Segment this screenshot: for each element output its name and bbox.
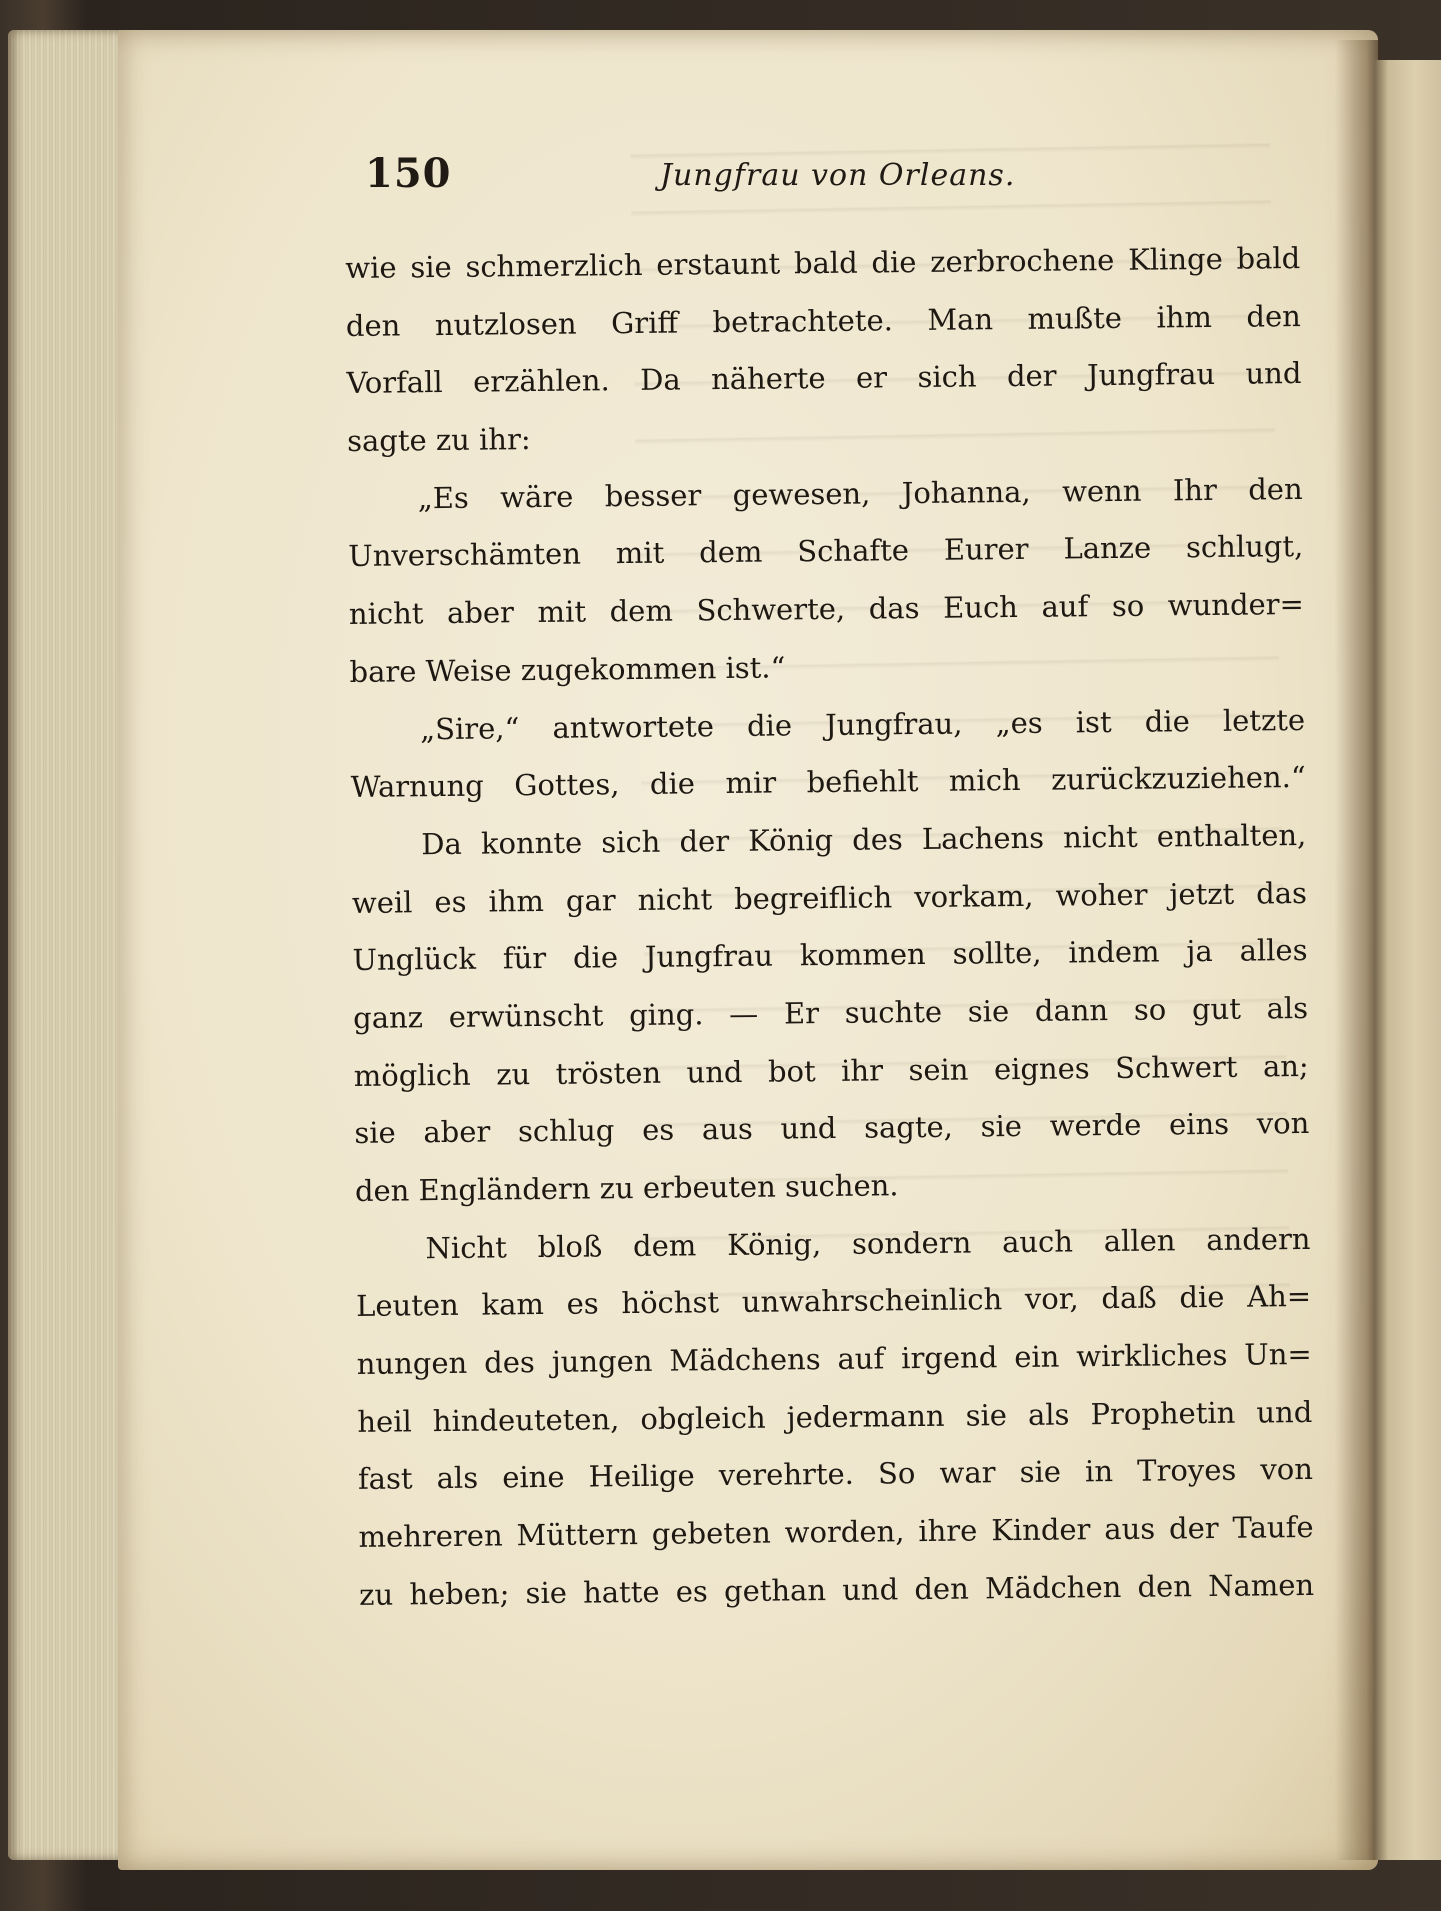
text-line: Warnung Gottes, die mir befiehlt mich zurückzuziehen.“ — [350, 760, 1306, 805]
text-line: den Engländern zu erbeuten suchen. — [354, 1168, 899, 1208]
text-line: Unglück für die Jungfrau kommen sollte, indem ja alles — [352, 933, 1308, 978]
page-number: 150 — [365, 150, 452, 197]
text-line: nungen des jungen Mädchens auf irgend ein wirkliches Un= — [356, 1337, 1312, 1381]
page-header — [365, 150, 1065, 200]
text-line: mehreren Müttern gebeten worden, ihre Kinder aus der Taufe — [358, 1510, 1314, 1555]
facing-page-edge — [1375, 60, 1441, 1860]
text-line: zu heben; sie hatte es gethan und den Mädchen den Namen — [359, 1567, 1315, 1612]
text-line: fast als eine Heilige verehrte. So war sie in Troyes von — [357, 1452, 1314, 1497]
text-line: „Es wäre besser gewesen, Johanna, wenn Ihr den — [417, 471, 1303, 516]
text-line: weil es ihm gar nicht begreiflich vorkam, woher jetzt das — [351, 875, 1308, 920]
text-line: Unverschämten mit dem Schafte Eurer Lanze schlugt, — [348, 529, 1304, 574]
text-line: den nutzlosen Griff betrachtete. Man mußte ihm den — [345, 298, 1302, 343]
text-line: Nicht bloß dem König, sondern auch allen andern — [425, 1221, 1311, 1265]
text-line: bare Weise zugekommen ist.“ — [349, 650, 786, 689]
text-line: wie sie schmerzlich erstaunt bald die zerbrochene Klinge bald — [345, 240, 1301, 285]
text-line: Da konnte sich der König des Lachens nicht enthalten, — [421, 817, 1307, 862]
text-line: nicht aber mit dem Schwerte, das Euch auf so wunder= — [348, 587, 1305, 632]
text-line: sie aber schlug es aus und sagte, sie werde eins von — [354, 1106, 1310, 1151]
text-line: ganz erwünscht ging. — Er suchte sie dann so gut als — [352, 990, 1309, 1035]
text-line: Leuten kam es höchst unwahrscheinlich vor, daß die Ah= — [355, 1279, 1312, 1324]
text-line: möglich zu trösten und bot ihr sein eignes Schwert an; — [353, 1048, 1309, 1093]
body-text — [345, 230, 1314, 1624]
text-line: heil hindeuteten, obgleich jedermann sie als Prophetin und — [357, 1394, 1313, 1439]
text-line: Vorfall erzählen. Da näherte er sich der Jungfrau und — [346, 356, 1302, 401]
running-head: Jungfrau von Orleans. — [660, 158, 1016, 193]
text-line: sagte zu ihr: — [346, 422, 531, 459]
gutter-shadow — [1335, 40, 1380, 1860]
text-line: „Sire,“ antwortete die Jungfrau, „es ist die letzte — [419, 702, 1306, 746]
